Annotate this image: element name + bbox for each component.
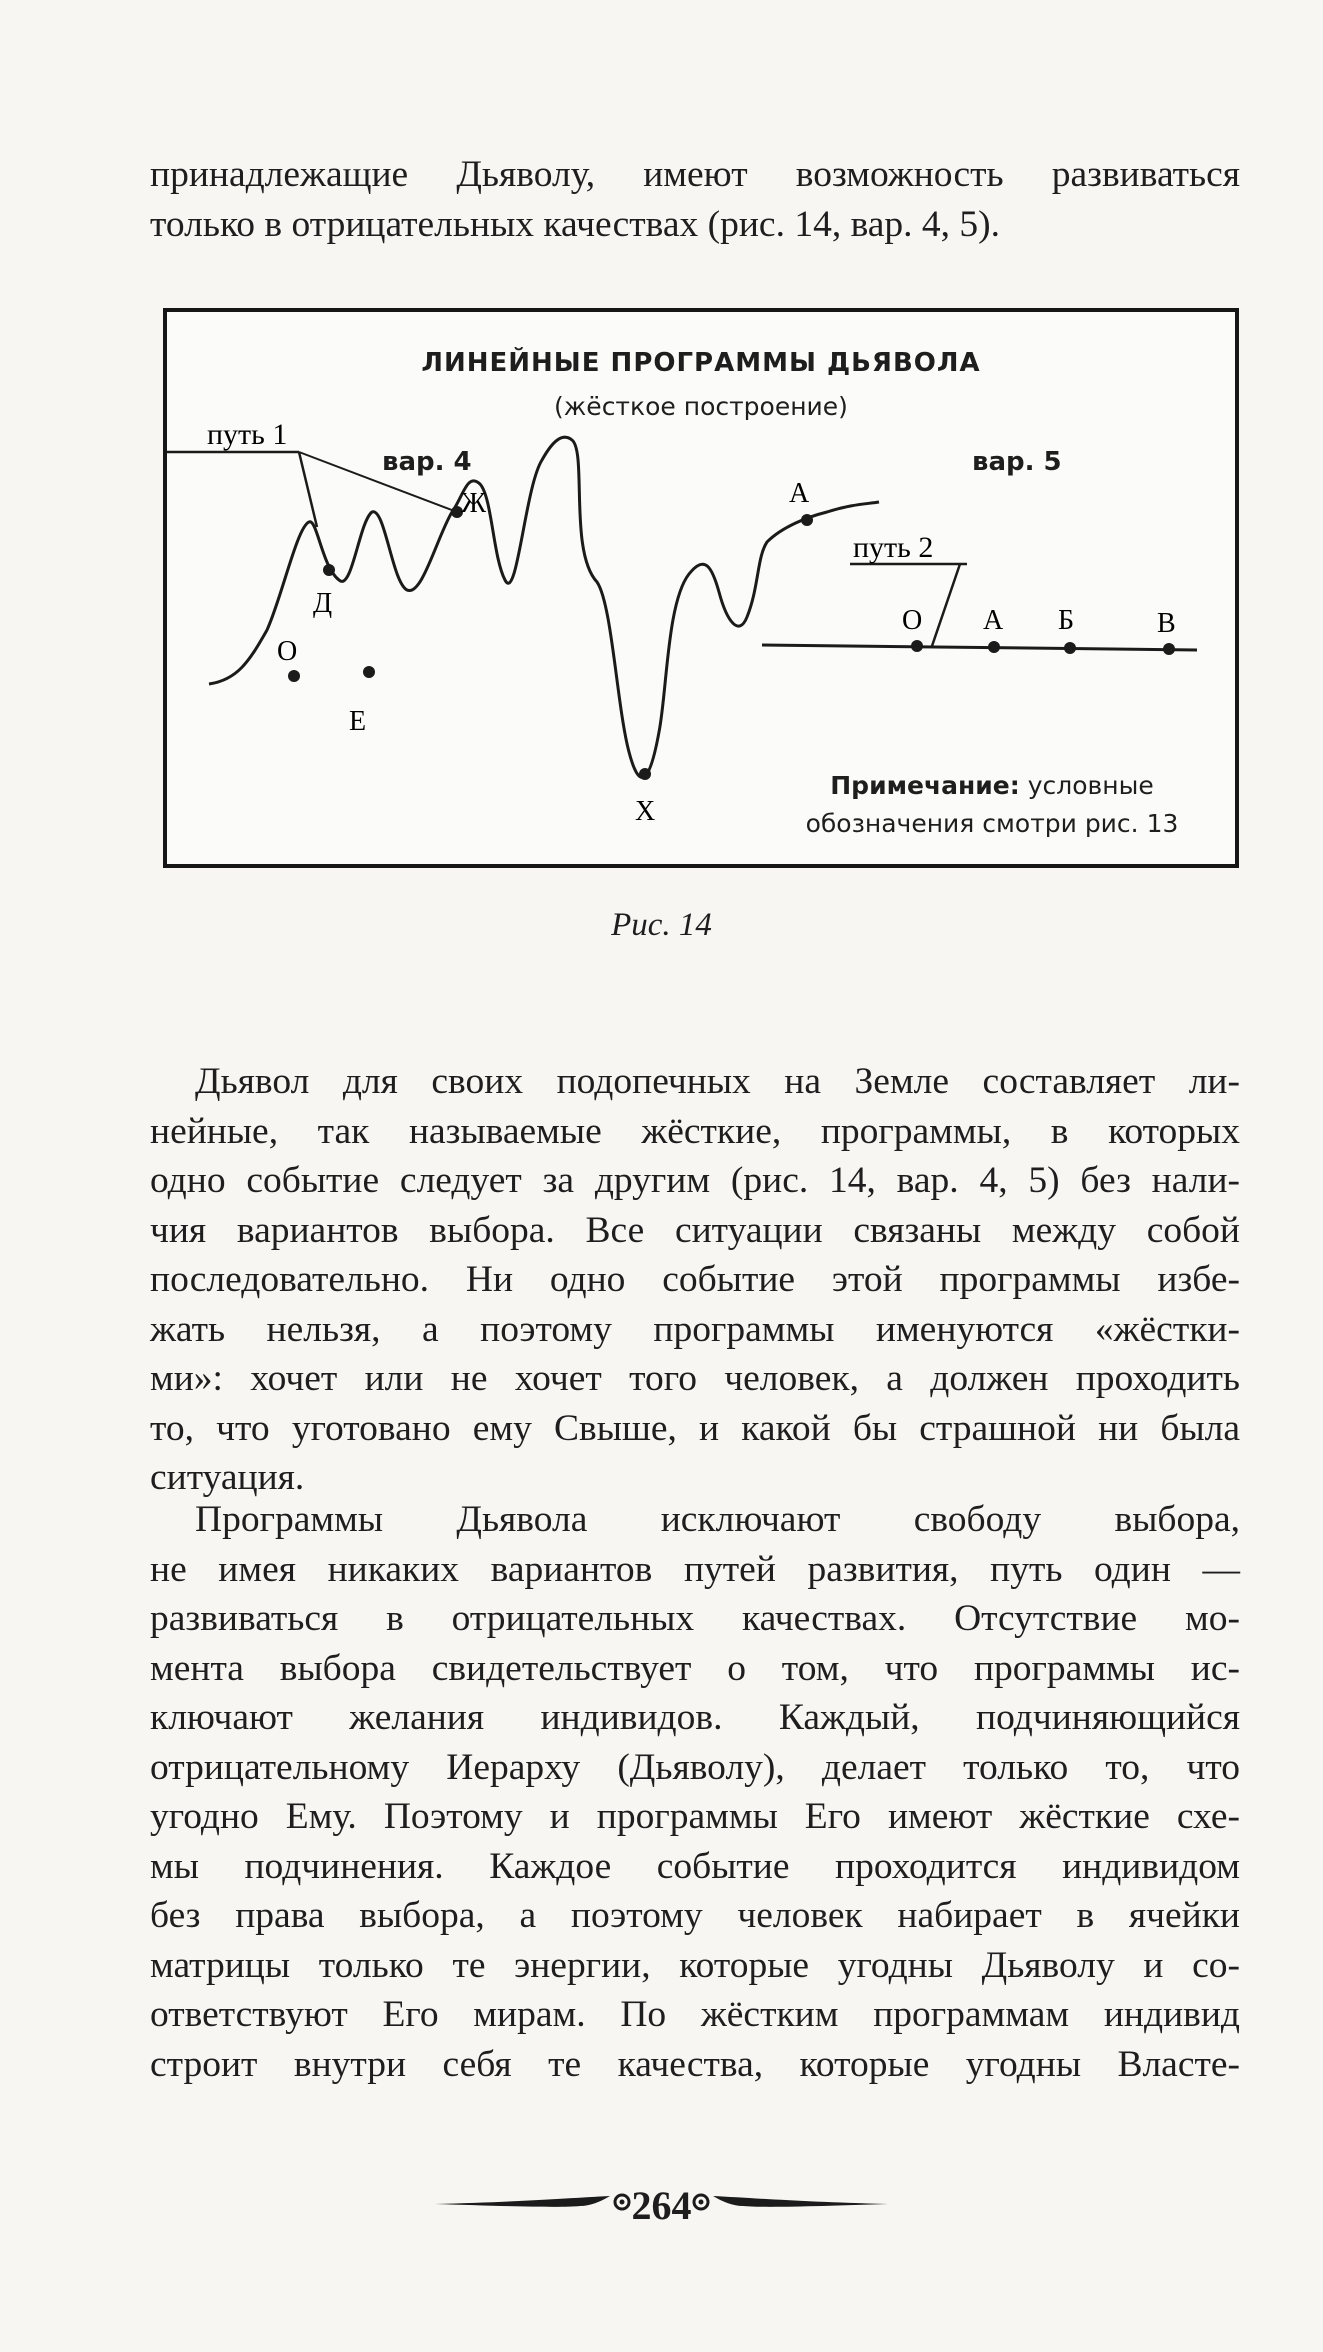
v4-label-d: Д bbox=[313, 588, 333, 619]
v4-point-d bbox=[323, 564, 335, 576]
text-line: чия вариантов выбора. Все ситуации связаны между собой bbox=[150, 1209, 1240, 1251]
text-line: Дьявол для своих подопечных на Земле составляет ли- bbox=[195, 1061, 1240, 1102]
path-2-pointer bbox=[932, 564, 960, 646]
text-line: отрицательному Иерарху (Дьяволу), делает только то, что bbox=[150, 1746, 1240, 1788]
figure-title: ЛИНЕЙНЫЕ ПРОГРАММЫ ДЬЯВОЛА bbox=[421, 348, 981, 378]
v4-point-a bbox=[801, 514, 813, 526]
note-text-2: обозначения смотри рис. 13 bbox=[805, 809, 1179, 838]
v5-point-o bbox=[911, 640, 923, 652]
text-line: без права выбора, а поэтому человек набирает в ячейки bbox=[150, 1895, 1240, 1936]
v5-label-a: А bbox=[983, 605, 1004, 636]
v4-label-o: О bbox=[277, 636, 298, 667]
v5-point-b bbox=[1064, 642, 1076, 654]
v5-point-v bbox=[1163, 643, 1175, 655]
text-line: развиваться в отрицательных качествах. Отсутствие мо- bbox=[150, 1598, 1240, 1639]
path-1-pointer bbox=[299, 452, 317, 527]
text-line: матрицы только те энергии, которые угодны Дьяволу и со- bbox=[150, 1944, 1240, 1986]
path-1-connector bbox=[299, 452, 457, 512]
note-text: условные bbox=[1019, 771, 1154, 800]
v4-point-o bbox=[288, 670, 300, 682]
text-line: строит внутри себя те качества, которые угодны Власте- bbox=[150, 2043, 1240, 2085]
text-line: одно событие следует за другим (рис. 14, вар. 4, 5) без нали- bbox=[150, 1160, 1240, 1201]
text-line: ситуация. bbox=[150, 1457, 305, 1498]
note-heading: Примечание: bbox=[830, 771, 1020, 800]
intro-paragraph bbox=[150, 150, 1240, 249]
variant-5-path bbox=[762, 645, 1197, 650]
figure-subtitle: (жёсткое построение) bbox=[554, 392, 848, 421]
text-line: ключают желания индивидов. Каждый, подчиняющийся bbox=[150, 1697, 1240, 1738]
variant-4-path bbox=[209, 437, 879, 777]
text-line: мы подчинения. Каждое событие проходится индивидом bbox=[150, 1845, 1240, 1887]
text-line: последовательно. Ни одно событие этой программы избе- bbox=[150, 1259, 1240, 1300]
v4-label-kh: Х bbox=[635, 796, 656, 827]
figure-caption: Рис. 14 bbox=[611, 907, 712, 943]
v5-label-v: В bbox=[1157, 608, 1176, 639]
v5-point-a bbox=[988, 641, 1000, 653]
text-line: ми»: хочет или не хочет того человек, а должен проходить bbox=[150, 1358, 1240, 1399]
figure-14 bbox=[163, 308, 1239, 868]
v4-point-kh bbox=[639, 768, 651, 780]
v4-label-e: Е bbox=[349, 706, 367, 737]
v4-point-e bbox=[363, 666, 375, 678]
paragraph-1 bbox=[150, 1057, 1240, 1503]
v5-label-o: О bbox=[902, 605, 923, 636]
paragraph-2 bbox=[150, 1495, 1240, 2089]
page-number: 264 bbox=[631, 2183, 692, 2228]
v4-label-a: А bbox=[789, 478, 810, 509]
text-line: нейные, так называемые жёсткие, программы, в которых bbox=[150, 1110, 1240, 1152]
text-line: мента выбора свидетельствует о том, что программы ис- bbox=[150, 1647, 1240, 1689]
text-line: принадлежащие Дьяволу, имеют возможность развиваться bbox=[150, 154, 1240, 195]
path-2-label: путь 2 bbox=[853, 531, 934, 564]
variant-5-label: вар. 5 bbox=[972, 447, 1062, 477]
text-line: ответствуют Его мирам. По жёстким программам индивид bbox=[150, 1994, 1240, 2035]
path-1-label: путь 1 bbox=[207, 418, 288, 451]
text-line: Программы Дьявола исключают свободу выбора, bbox=[195, 1499, 1240, 1540]
text-line: жать нельзя, а поэтому программы именуются «жёстки- bbox=[150, 1308, 1240, 1350]
text-line: не имея никаких вариантов путей развития, путь один — bbox=[150, 1548, 1240, 1590]
text-line: только в отрицательных качествах (рис. 14, вар. 4, 5). bbox=[150, 203, 1001, 245]
text-line: угодно Ему. Поэтому и программы Его имеют жёсткие схе- bbox=[150, 1796, 1240, 1837]
text-line: то, что уготовано ему Свыше, и какой бы страшной ни была bbox=[150, 1407, 1240, 1449]
v4-label-zh: Ж bbox=[461, 488, 487, 519]
figure-note bbox=[782, 767, 1202, 843]
v5-label-b: Б bbox=[1058, 605, 1075, 636]
variant-4-label: вар. 4 bbox=[382, 447, 472, 477]
